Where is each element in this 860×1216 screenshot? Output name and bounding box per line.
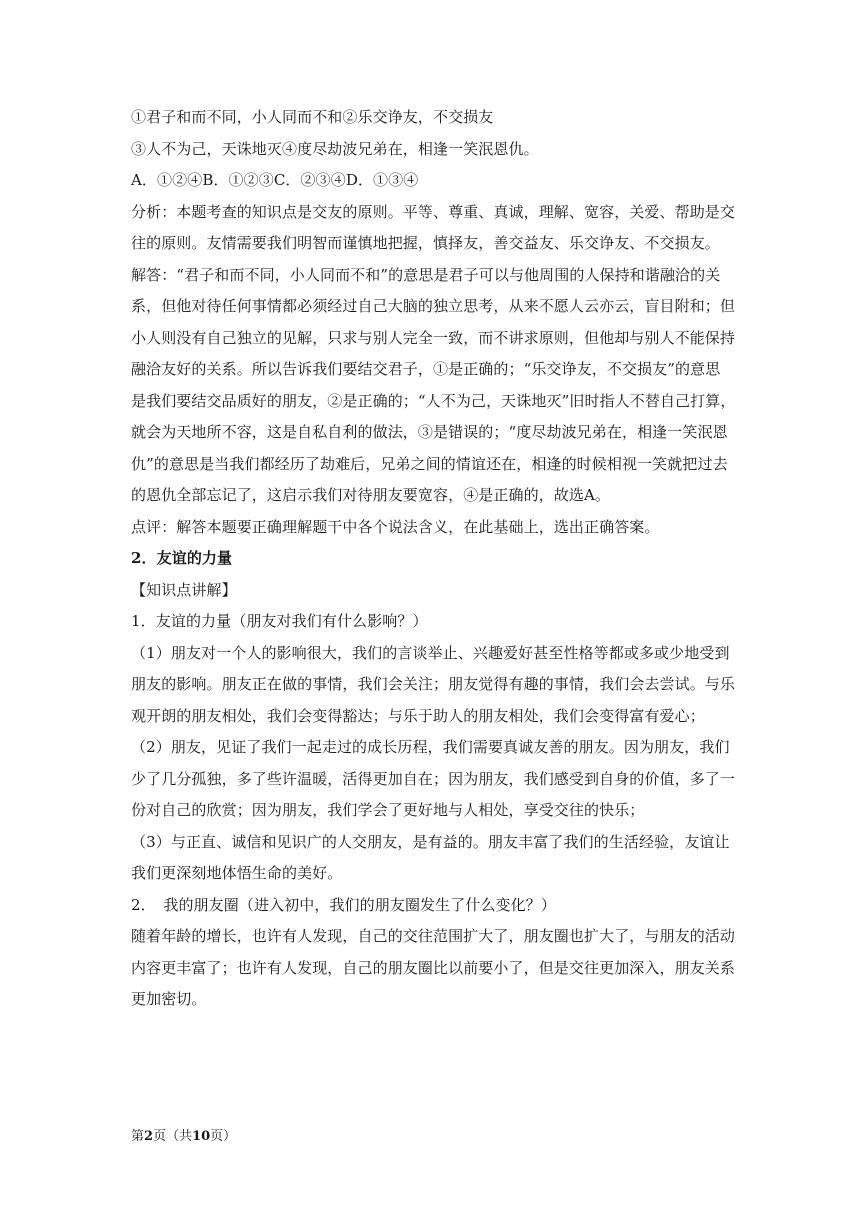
footer-page-number: 2	[144, 1129, 154, 1144]
paragraph-text: 我们更深刻地体悟生命的美好。	[131, 864, 343, 882]
solution-text: 仇”的意思是当我们都经历了劫难后，兄弟之间的情谊还在，相逢的时候相视一笑就把过去	[131, 454, 728, 473]
footer-total-pages: 10	[192, 1129, 211, 1144]
paragraph-text: 更加密切。	[131, 990, 207, 1008]
text-line: ③人不为己，天诛地灭④度尽劫波兄弟在，相逢一笑泯恩仇。	[131, 139, 539, 158]
paragraph-text: 随着年龄的增长，也许有人发现，自己的交往范围扩大了，朋友圈也扩大了，与朋友的活动	[131, 927, 736, 945]
point-heading: 2． 我的朋友圈（进入初中，我们的朋友圈发生了什么变化？）	[131, 895, 556, 914]
analysis-text: 往的原则。友情需要我们明智而谨慎地把握，慎择友，善交益友、乐交诤友、不交损友。	[131, 234, 720, 252]
paragraph-text: （3）与正直、诚信和见识广的人交朋友，是有益的。朋友丰富了我们的生活经验，友谊让	[131, 832, 730, 851]
solution-text: 解答：“君子和而不同，小人同而不和”的意思是君子可以与他周围的人保持和谐融洽的关	[131, 265, 721, 284]
paragraph-text: （1）朋友对一个人的影响很大，我们的言谈举止、兴趣爱好甚至性格等都或多或少地受到	[131, 643, 730, 662]
page-footer	[131, 1127, 236, 1147]
paragraph-text: （2）朋友，见证了我们一起走过的成长历程，我们需要真诚友善的朋友。因为朋友，我们	[131, 738, 730, 756]
section-heading: 2．友谊的力量	[131, 549, 233, 567]
paragraph-text: 少了几分孤独，多了些许温暖，活得更加自在；因为朋友，我们感受到自身的价值，多了一	[131, 769, 736, 788]
footer-suffix: 页）	[210, 1129, 237, 1144]
footer-mid: 页（共	[153, 1129, 193, 1144]
solution-text: 融洽友好的关系。所以告诉我们要结交君子，①是正确的；“乐交诤友，不交损友”的意思	[131, 360, 721, 378]
solution-text: 系，但他对待任何事情都必须经过自己大脑的独立思考，从来不愿人云亦云，盲目附和；但	[131, 297, 736, 315]
footer-prefix: 第	[131, 1129, 145, 1144]
analysis-text: 分析：本题考查的知识点是交友的原则。平等、尊重、真诚，理解、宽容，关爱、帮助是交	[131, 202, 736, 221]
paragraph-text: 内容更丰富了；也许有人发现，自己的朋友圈比以前要小了，但是交往更加深入，朋友关系	[131, 958, 736, 977]
point-heading: 1．友谊的力量（朋友对我们有什么影响？）	[131, 612, 428, 630]
text-line: ①君子和而不同，小人同而不和②乐交诤友，不交损友	[131, 108, 494, 126]
comment-text: 点评：解答本题要正确理解题干中各个说法含义，在此基础上，选出正确答案。	[131, 517, 660, 536]
solution-text: 就会为天地所不容，这是自私自利的做法，③是错误的；“度尽劫波兄弟在，相逢一笑泯恩	[131, 423, 728, 441]
paragraph-text: 份对自己的欣赏；因为朋友，我们学会了更好地与人相处，享受交往的快乐；	[131, 801, 645, 819]
solution-text: 的恩仇全部忘记了，这启示我们对待朋友要宽容，④是正确的，故选A。	[131, 486, 611, 504]
document-body	[131, 102, 736, 1016]
answer-options: A．①②④B．①②③C．②③④D．①③④	[131, 171, 419, 189]
solution-text: 小人则没有自己独立的见解，只求与别人完全一致，而不讲求原则，但他却与别人不能保持	[131, 328, 736, 347]
paragraph-text: 朋友的影响。朋友正在做的事情，我们会关注；朋友觉得有趣的事情，我们会去尝试。与乐	[131, 675, 736, 693]
solution-text: 是我们要结交品质好的朋友，②是正确的；“人不为己，天诛地灭”旧时指人不替自己打算，	[131, 391, 736, 410]
subsection-label: 【知识点讲解】	[131, 580, 237, 599]
paragraph-text: 观开朗的朋友相处，我们会变得豁达；与乐于助人的朋友相处，我们会变得富有爱心；	[131, 706, 705, 725]
